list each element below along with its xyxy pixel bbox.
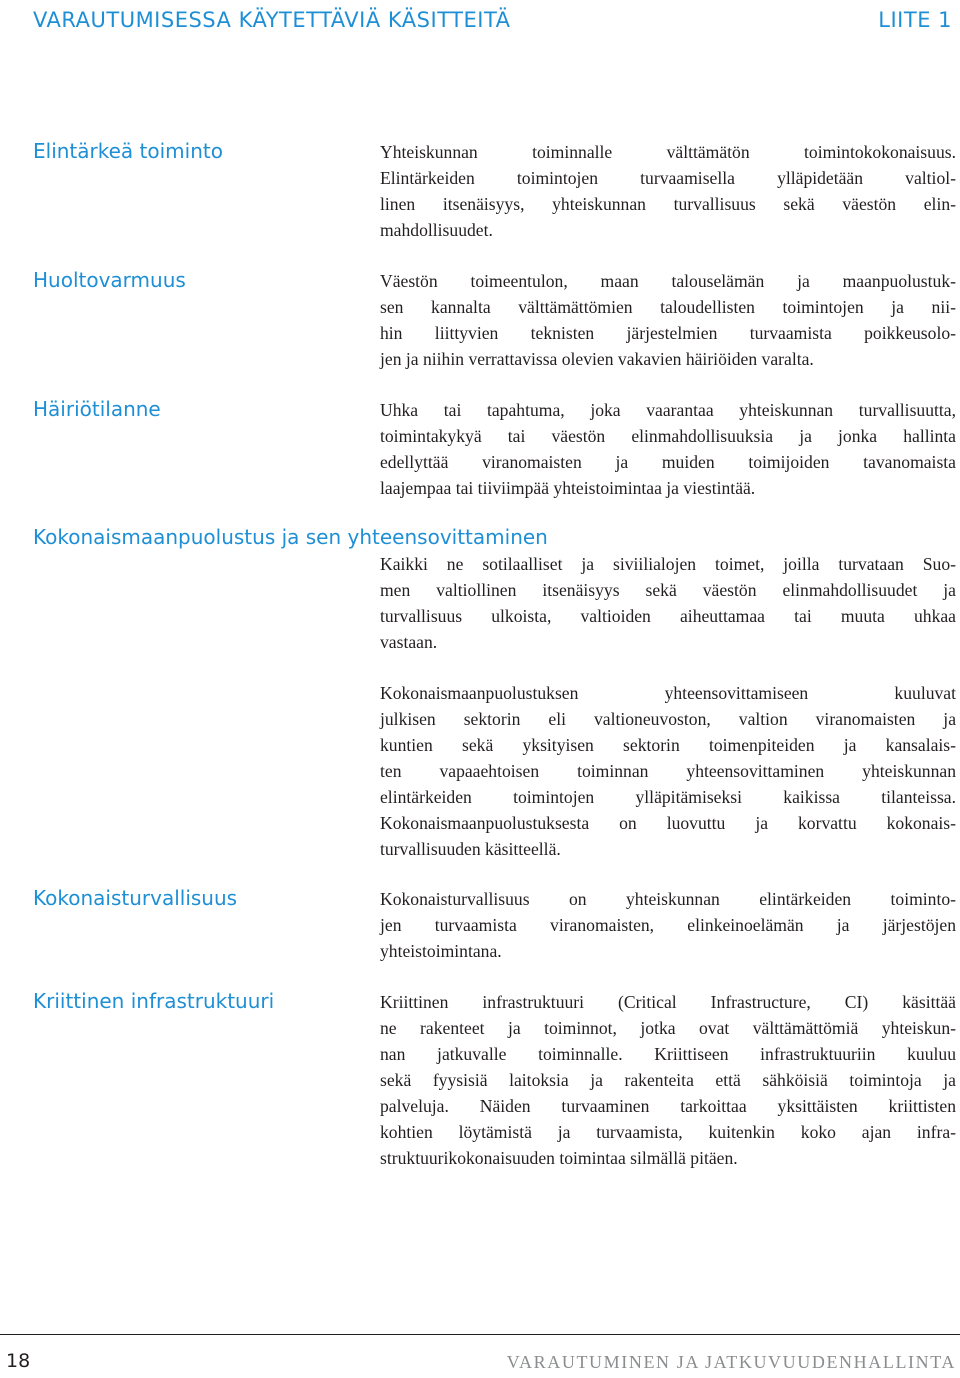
- definition-line: struktuurikokonaisuuden toimintaa silmällä pitäen.: [380, 1148, 738, 1168]
- definition-line: jen turvaamista viranomaisten, elinkeinoelämän ja järjestöjen: [380, 915, 956, 935]
- definition-line: ten vapaaehtoisen toiminnan yhteensovittaminen yhteiskunnan: [380, 761, 956, 781]
- definition-line: nan jatkuvalle toiminnalle. Kriittiseen infrastruktuuriin kuuluu: [380, 1044, 956, 1064]
- definition-line: elintärkeiden toimintojen ylläpitämiseksi kaikissa tilanteissa.: [380, 787, 956, 807]
- definition-line: vastaan.: [380, 632, 438, 652]
- definition-line: sen kannalta välttämättömien taloudellisten toimintojen ja nii-: [380, 297, 956, 317]
- definition-line: turvallisuus ulkoista, valtioiden aiheuttamaa tai muuta uhkaa: [380, 606, 956, 626]
- definition-elintarkea-toiminto: [380, 139, 956, 243]
- definition-line: Elintärkeiden toimintojen turvaamisella ylläpidetään valtiol-: [380, 168, 956, 188]
- definition-line: Yhteiskunnan toiminnalle välttämätön toimintokokonaisuus.: [380, 142, 956, 162]
- definition-kriittinen-infrastruktuuri: [380, 989, 956, 1171]
- definition-kokonaismaanpuolustus-yhteensovittaminen: [380, 680, 956, 862]
- definition-line: toimintakykyä tai väestön elinmahdollisuuksia ja jonka hallinta: [380, 426, 956, 446]
- term-kokonaismaanpuolustus: Kokonaismaanpuolustus ja sen yhteensovittaminen: [33, 525, 548, 549]
- definition-line: julkisen sektorin eli valtioneuvoston, valtion viranomaisten ja: [380, 709, 956, 729]
- definition-line: kohtien löytämistä ja turvaamista, kuitenkin koko ajan infra-: [380, 1122, 956, 1142]
- definition-line: sekä fyysisiä laitoksia ja rakenteita että sähköisiä toimintoja ja: [380, 1070, 956, 1090]
- definition-line: mahdollisuudet.: [380, 220, 493, 240]
- term-kriittinen-infrastruktuuri: Kriittinen infrastruktuuri: [33, 989, 275, 1013]
- term-kokonaisturvallisuus: Kokonaisturvallisuus: [33, 886, 238, 910]
- footer-divider: [0, 1334, 960, 1335]
- term-hairiotilanne: Häiriötilanne: [33, 397, 161, 421]
- definition-line: turvallisuuden käsitteellä.: [380, 839, 561, 859]
- definition-line: linen itsenäisyys, yhteiskunnan turvallisuus sekä väestön elin-: [380, 194, 956, 214]
- definition-kokonaisturvallisuus: [380, 886, 956, 964]
- definition-line: edellyttää viranomaisten ja muiden toimijoiden tavanomaista: [380, 452, 956, 472]
- definition-line: ne rakenteet ja toiminnot, jotka ovat välttämättömiä yhteiskun-: [380, 1018, 956, 1038]
- definition-line: Väestön toimeentulon, maan talouselämän ja maanpuolustuk-: [380, 271, 956, 291]
- definition-huoltovarmuus: [380, 268, 956, 372]
- term-huoltovarmuus: Huoltovarmuus: [33, 268, 186, 292]
- definition-line: Kaikki ne sotilaalliset ja siviilialojen toimet, joilla turvataan Suo-: [380, 554, 956, 574]
- definition-kokonaismaanpuolustus: [380, 551, 956, 655]
- definition-line: Kriittinen infrastruktuuri (Critical Infrastructure, CI) käsittää: [380, 992, 956, 1012]
- definition-line: Uhka tai tapahtuma, joka vaarantaa yhteiskunnan turvallisuutta,: [380, 400, 956, 420]
- definition-line: jen ja niihin verrattavissa olevien vakavien häiriöiden varalta.: [380, 349, 814, 369]
- page-number: 18: [6, 1350, 31, 1372]
- definition-hairiotilanne: [380, 397, 956, 501]
- definition-line: men valtiollinen itsenäisyys sekä väestön elinmahdollisuudet ja: [380, 580, 956, 600]
- definition-line: kuntien sekä yksityisen sektorin toimenpiteiden ja kansalais-: [380, 735, 956, 755]
- definition-line: laajempaa tai tiiviimpää yhteistoimintaa ja viestintää.: [380, 478, 756, 498]
- definition-line: palveluja. Näiden turvaaminen tarkoittaa yksittäisten kriittisten: [380, 1096, 956, 1116]
- footer-publication-title: VARAUTUMINEN JA JATKUVUUDENHALLINTA: [506, 1352, 956, 1372]
- definition-line: Kokonaisturvallisuus on yhteiskunnan elintärkeiden toiminto-: [380, 889, 956, 909]
- definition-line: yhteistoimintana.: [380, 941, 502, 961]
- page-header-title: VARAUTUMISESSA KÄYTETTÄVIÄ KÄSITTEITÄ: [33, 8, 511, 32]
- definition-line: hin liittyvien teknisten järjestelmien turvaamista poikkeusolo-: [380, 323, 956, 343]
- term-elintarkea-toiminto: Elintärkeä toiminto: [33, 139, 223, 163]
- appendix-tag: LIITE 1: [878, 8, 952, 32]
- definition-line: Kokonaismaanpuolustuksen yhteensovittamiseen kuuluvat: [380, 683, 956, 703]
- definition-line: Kokonaismaanpuolustuksesta on luovuttu ja korvattu kokonais-: [380, 813, 956, 833]
